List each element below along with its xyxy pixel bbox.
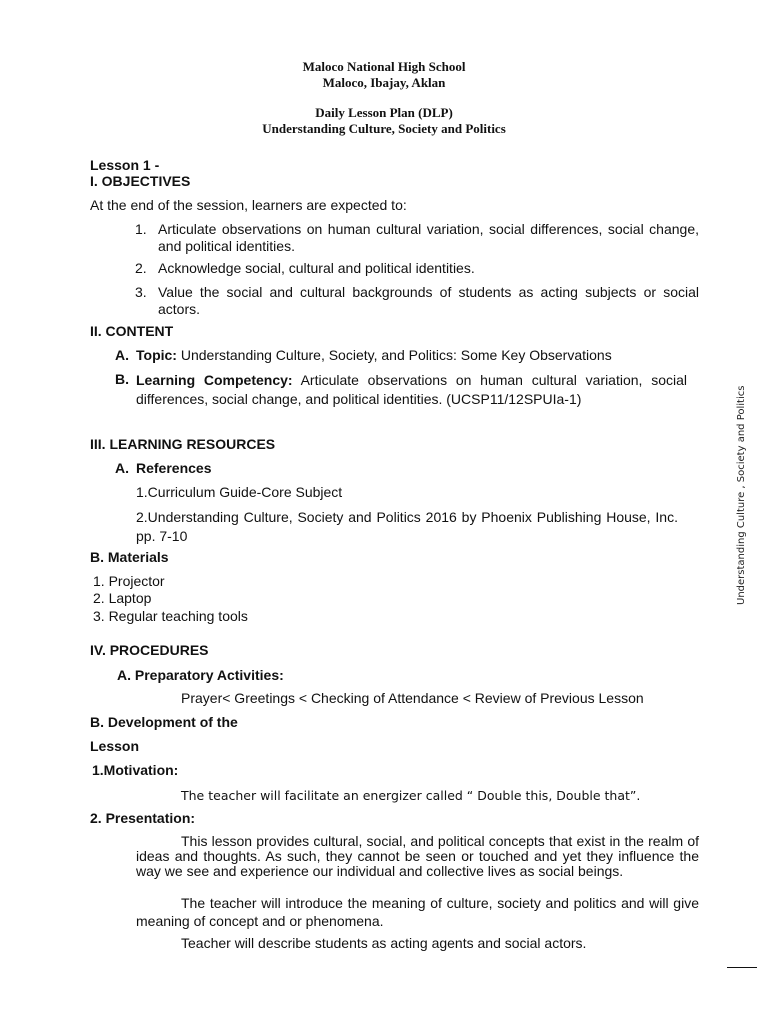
- objective-number: 1.: [135, 221, 147, 237]
- objective-text: Value the social and cultural backgrounds of students as acting subjects or social actors.: [158, 284, 699, 317]
- presentation-paragraph: Teacher will describe students as acting agents and social actors.: [181, 935, 587, 951]
- school-address: Maloco, Ibajay, Aklan: [322, 75, 446, 90]
- topic-label: Topic:: [136, 347, 177, 363]
- lesson-label: Lesson 1 -: [90, 157, 160, 173]
- subject-title: Understanding Culture, Society and Politics: [262, 121, 506, 136]
- development-heading: B. Development of the: [90, 714, 238, 730]
- objective-text: Articulate observations on human cultural variation, social differences, social change, and political identities.: [158, 221, 699, 254]
- reference-item: 2.Understanding Culture, Society and Politics 2016 by Phoenix Publishing House, Inc. pp. 7-10: [136, 509, 678, 544]
- motivation-text: The teacher will facilitate an energizer called “ Double this, Double that”.: [181, 788, 641, 803]
- content-heading: II. CONTENT: [90, 323, 174, 339]
- topic-marker: A.: [115, 347, 129, 363]
- competency-marker: B.: [115, 371, 129, 387]
- topic-line: [136, 347, 699, 364]
- objective-text: Acknowledge social, cultural and political identities.: [158, 260, 475, 276]
- presentation-paragraph: The teacher will introduce the meaning of culture, society and politics and will give meaning of concept and or phenomena.: [136, 895, 699, 929]
- presentation-heading: 2. Presentation:: [90, 810, 196, 826]
- materials-heading: B. Materials: [90, 549, 169, 565]
- resources-heading: III. LEARNING RESOURCES: [90, 436, 276, 452]
- procedures-heading: IV. PROCEDURES: [90, 642, 209, 658]
- competency-label: Learning Competency:: [136, 372, 293, 388]
- material-item: 3. Regular teaching tools: [93, 608, 248, 624]
- school-name: Maloco National High School: [302, 59, 466, 74]
- objective-number: 2.: [135, 260, 147, 276]
- presentation-paragraph: This lesson provides cultural, social, and political concepts that exist in the realm of ideas and thoughts. As such, they cannot be seen or touched and yet they influence the way we see and experience our individual and collective lives as social beings.: [136, 833, 699, 879]
- topic-text: Understanding Culture, Society, and Politics: Some Key Observations: [180, 347, 612, 363]
- motivation-heading: 1.Motivation:: [92, 762, 179, 778]
- development-heading-cont: Lesson: [90, 738, 140, 754]
- side-subject-label: Understanding Culture , Society and Politics: [736, 385, 747, 605]
- references-marker: A.: [115, 460, 129, 476]
- preparatory-heading: A. Preparatory Activities:: [117, 667, 284, 683]
- objectives-heading: I. OBJECTIVES: [90, 173, 191, 189]
- competency-text: Articulate observations on human cultural variation, social differences, social change, and political identities. (UCSP11/12SPUIa-1): [136, 372, 687, 407]
- plan-type: Daily Lesson Plan (DLP): [315, 105, 453, 120]
- material-item: 2. Laptop: [93, 590, 152, 606]
- objective-number: 3.: [135, 284, 147, 300]
- objectives-intro: At the end of the session, learners are expected to:: [90, 197, 407, 213]
- material-item: 1. Projector: [93, 573, 165, 589]
- competency-block: [136, 371, 687, 409]
- reference-item: 1.Curriculum Guide-Core Subject: [136, 484, 343, 500]
- references-label: References: [136, 460, 212, 476]
- page-number-line: [727, 967, 757, 968]
- preparatory-text: Prayer< Greetings < Checking of Attendance < Review of Previous Lesson: [181, 690, 644, 706]
